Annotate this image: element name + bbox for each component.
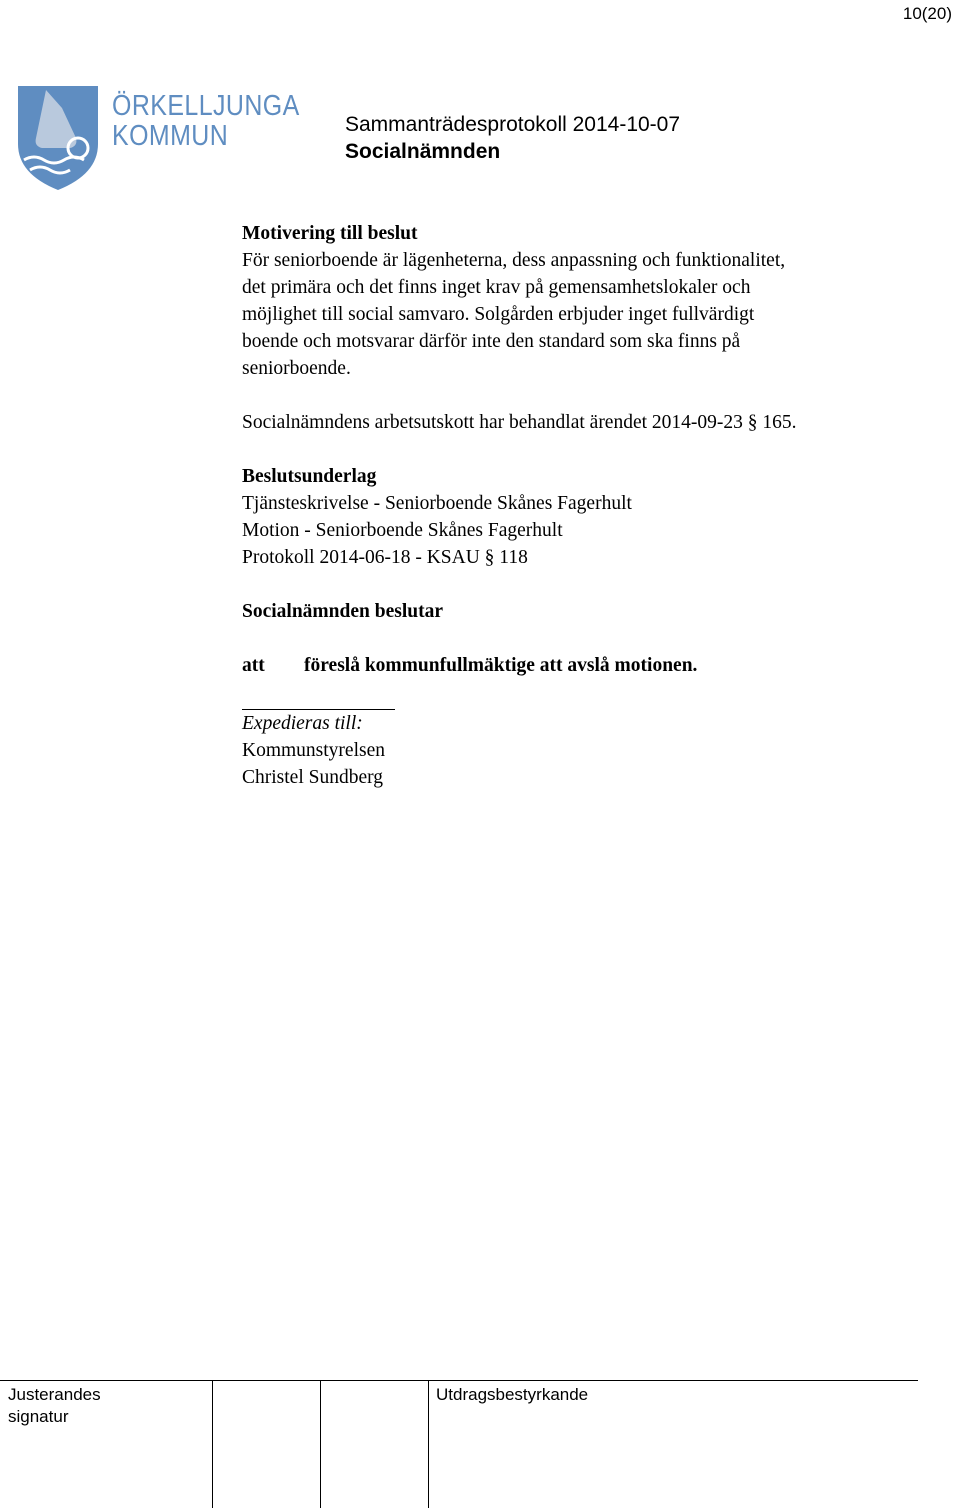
dispatch-recipient: Kommunstyrelsen (242, 740, 385, 761)
basis-item: Protokoll 2014-06-18 - KSAU § 118 (242, 547, 528, 568)
dispatch-recipient: Christel Sundberg (242, 767, 384, 788)
logo-municipality-name: ÖRKELLJUNGA (112, 90, 300, 122)
signature-footer (0, 1380, 920, 1508)
extract-certification-label: Utdragsbestyrkande (436, 1385, 589, 1404)
basis-item: Motion - Seniorboende Skånes Fagerhult (242, 520, 563, 541)
document-body (242, 220, 942, 791)
basis-item: Tjänsteskrivelse - Seniorboende Skånes Fagerhult (242, 493, 632, 514)
basis-heading: Beslutsunderlag (242, 466, 377, 487)
decision-text: föreslå kommunfullmäktige att avslå motionen. (304, 655, 698, 676)
footer-top-border (0, 1380, 918, 1381)
motivation-heading: Motivering till beslut (242, 223, 418, 244)
decision-att: att (242, 655, 265, 676)
committee-name: Socialnämnden (345, 140, 501, 163)
dispatch-heading: Expedieras till: (242, 713, 363, 734)
signature-label-line2: signatur (8, 1407, 69, 1426)
document-header (345, 111, 680, 165)
document-title: Sammanträdesprotokoll 2014-10-07 (345, 113, 681, 136)
signature-label-line1: Justerandes (8, 1385, 101, 1404)
decision-heading: Socialnämnden beslutar (242, 601, 443, 622)
footer-divider (212, 1380, 213, 1508)
decision-row (242, 652, 942, 679)
page-number: 10(20) (902, 4, 952, 23)
motivation-line: det primära och det finns inget krav på gemensamhetslokaler och (242, 277, 751, 298)
motivation-line: seniorboende. (242, 358, 351, 379)
coat-of-arms-icon (16, 82, 108, 192)
municipality-logo (16, 82, 300, 192)
motivation-line: möjlighet till social samvaro. Solgården erbjuder inget fullvärdigt (242, 304, 755, 325)
committee-note: Socialnämndens arbetsutskott har behandlat ärendet 2014-09-23 § 165. (242, 412, 797, 433)
footer-divider (428, 1380, 429, 1508)
footer-divider (320, 1380, 321, 1508)
logo-municipality-type: KOMMUN (112, 120, 229, 152)
motivation-line: För seniorboende är lägenheterna, dess anpassning och funktionalitet, (242, 250, 786, 271)
signature-label (8, 1384, 101, 1428)
motivation-line: boende och motsvarar därför inte den standard som ska finns på (242, 331, 741, 352)
